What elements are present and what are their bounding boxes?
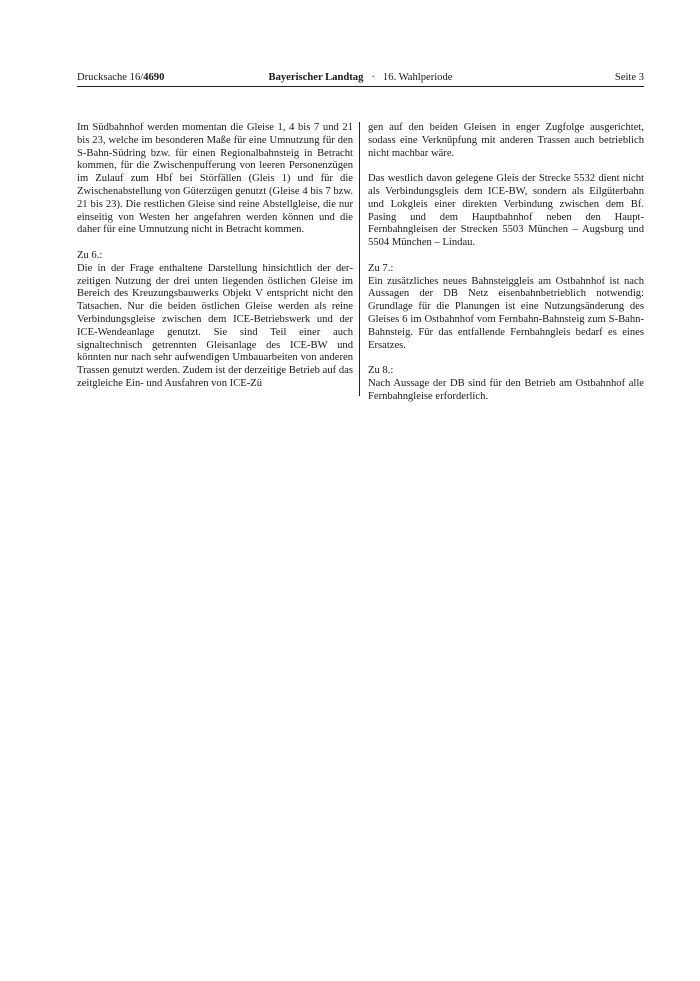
heading-zu-7: Zu 7.: <box>368 262 394 274</box>
paragraph-continuation: gen auf den beiden Gleisen in enger Zugfolge ausgerichtet, sodass eine Verknüpfung mit anderen Trassen auch betrieblich nicht machbar wäre. <box>368 122 644 159</box>
page-number: Seite 3 <box>614 72 644 83</box>
legislative-period: 16. Wahlperiode <box>382 72 453 83</box>
paragraph-zu-7: Ein zusätzliches neues Bahnsteiggleis am Ostbahnhof ist nach Aussagen der DB Netz eisenbahnbetrieblich notwendig: Grundlage für die Planungen ist eine Nutzungsänderung des Gleises 6 im Ostbahnhof vom Fernbahn-Bahnsteig zum S-Bahn-Bahnsteig. Für das entfallende Fernbahngleis bedarf es eines Ersatzes. <box>368 275 644 351</box>
right-column <box>368 122 644 416</box>
paragraph-suedbahnhof: Im Südbahnhof werden momentan die Gleise 1, 4 bis 7 und 21 bis 23, welche im besonderen Maße für eine Umnutzung für den S-Bahn-Südring bzw. für einen Regionalbahnsteig in Betracht kommen, für die Zwischenpufferung von leeren Personenzügen im Zulauf zum Hbf bei Störfällen (Gleis 1) und für die Zwischenabstellung von Güterzügen genutzt (Gleise 4 bis 7 bzw. 21 bis 23). Die restlichen Gleise sind reine Abstellgleise, die nur einseitig von Westen her angefahren werden können und die daher für eine Umnutzung nicht in Betracht kommen. <box>77 122 353 236</box>
page-header <box>77 71 644 85</box>
header-separator: · <box>371 72 375 83</box>
heading-zu-8: Zu 8.: <box>368 365 394 377</box>
drucksache-prefix: Drucksache 16/ <box>77 72 144 83</box>
paragraph-zu-6: Die in der Frage enthaltene Darstellung hinsichtlich der derzeitigen Nutzung der drei unten liegenden östlichen Gleise im Bereich des Kreuzungsbauwerks Objekt V entspricht nicht den Tatsachen. Nur die beiden östlichen Gleise werden als reine Verbindungsgleise zwischen dem ICE-Betriebswerk und der ICE-Wendeanlage genutzt. Sie sind Teil einer auch signaltechnisch getrennten Gleisanlage des ICE-BW und könnten nur nach sehr aufwendigen Umbauarbeiten von anderen Trassen genutzt werden. Zudem ist der derzeitige Betrieb auf das zeitgleiche Ein- und Ausfahren von ICE-Zü <box>77 262 353 389</box>
column-divider <box>359 122 360 396</box>
drucksache-number: 4690 <box>143 72 165 83</box>
heading-zu-6: Zu 6.: <box>77 249 103 261</box>
parliament-name: Bayerischer Landtag <box>268 72 364 83</box>
header-center <box>77 71 644 85</box>
header-rule <box>77 86 644 87</box>
paragraph-strecke-5532: Das westlich davon gelegene Gleis der Strecke 5532 dient nicht als Verbindungsgleis dem ICE-BW, sondern als Eilgüterbahn und Lokgleis einer direkten Verbindung zwischen dem Bf. Pasing und dem Hauptbahnhof neben den Haupt-Fernbahngleisen der Strecken 5503 München – Augsburg und 5504 München – Lindau. <box>368 173 644 249</box>
left-column <box>77 122 353 404</box>
paragraph-zu-8: Nach Aussage der DB sind für den Betrieb am Ostbahnhof alle Fernbahngleise erforderlich. <box>368 377 644 402</box>
